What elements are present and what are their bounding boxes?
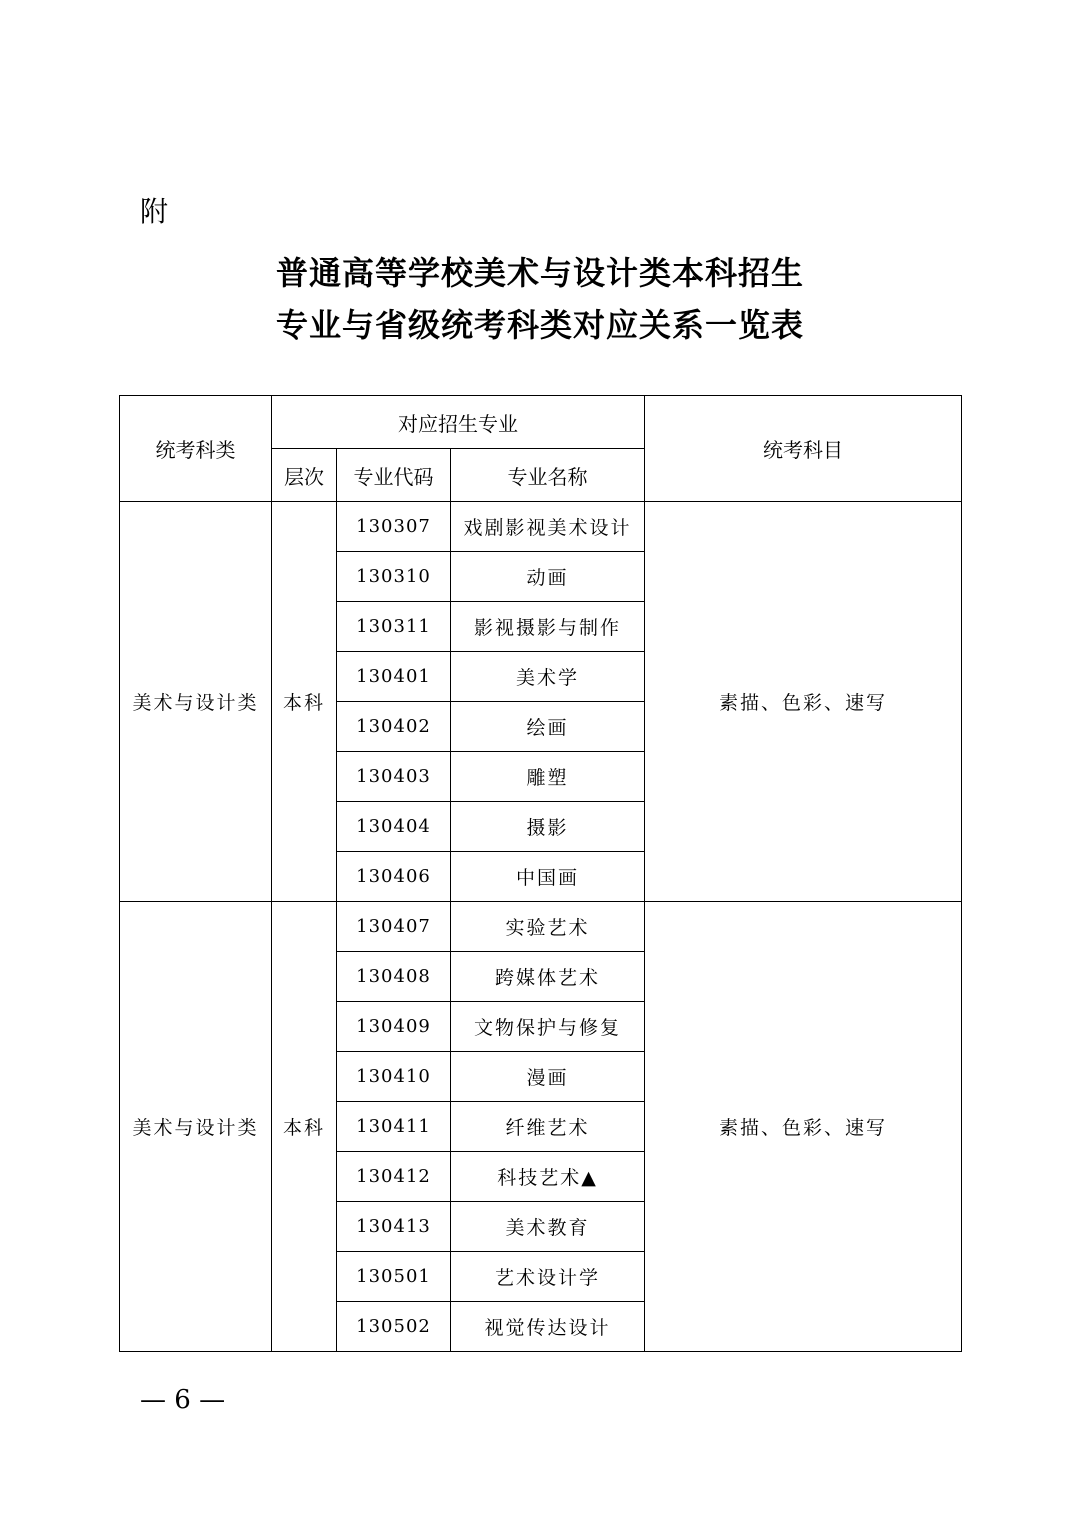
major-name-cell: 绘画 bbox=[451, 702, 645, 752]
subjects-cell: 素描、色彩、速写 bbox=[645, 502, 962, 902]
major-name-cell: 纤维艺术 bbox=[451, 1102, 645, 1152]
header-code: 专业代码 bbox=[337, 449, 451, 502]
major-name-cell: 中国画 bbox=[451, 852, 645, 902]
major-name-cell: 动画 bbox=[451, 552, 645, 602]
attachment-label: 附 bbox=[140, 195, 169, 228]
major-code-cell: 130403 bbox=[337, 752, 451, 802]
header-subjects: 统考科目 bbox=[645, 396, 962, 502]
major-name-cell: 摄影 bbox=[451, 802, 645, 852]
table-row bbox=[120, 902, 962, 952]
major-name-cell: 雕塑 bbox=[451, 752, 645, 802]
title-line-1: 普通高等学校美术与设计类本科招生 bbox=[275, 254, 804, 292]
major-name-cell: 美术学 bbox=[451, 652, 645, 702]
header-corresponding-majors: 对应招生专业 bbox=[272, 396, 645, 449]
major-code-cell: 130409 bbox=[337, 1002, 451, 1052]
major-code-cell: 130407 bbox=[337, 902, 451, 952]
major-name-cell: 艺术设计学 bbox=[451, 1252, 645, 1302]
title-line-2: 专业与省级统考科类对应关系一览表 bbox=[275, 306, 804, 344]
page-number: — 6 — bbox=[140, 1385, 226, 1415]
major-name-cell: 实验艺术 bbox=[451, 902, 645, 952]
header-level: 层次 bbox=[272, 449, 337, 502]
major-code-cell: 130411 bbox=[337, 1102, 451, 1152]
correspondence-table bbox=[119, 395, 962, 1352]
table-body bbox=[120, 502, 962, 1352]
level-cell: 本科 bbox=[272, 902, 337, 1352]
category-cell: 美术与设计类 bbox=[120, 902, 272, 1352]
table-row bbox=[120, 502, 962, 552]
major-code-cell: 130402 bbox=[337, 702, 451, 752]
major-name-cell: 科技艺术▲ bbox=[451, 1152, 645, 1202]
header-name: 专业名称 bbox=[451, 449, 645, 502]
major-name-cell: 戏剧影视美术设计 bbox=[451, 502, 645, 552]
category-cell: 美术与设计类 bbox=[120, 502, 272, 902]
major-code-cell: 130406 bbox=[337, 852, 451, 902]
subjects-cell: 素描、色彩、速写 bbox=[645, 902, 962, 1352]
major-code-cell: 130408 bbox=[337, 952, 451, 1002]
major-code-cell: 130310 bbox=[337, 552, 451, 602]
level-cell: 本科 bbox=[272, 502, 337, 902]
major-name-cell: 视觉传达设计 bbox=[451, 1302, 645, 1352]
major-name-cell: 影视摄影与制作 bbox=[451, 602, 645, 652]
major-code-cell: 130413 bbox=[337, 1202, 451, 1252]
header-category: 统考科类 bbox=[120, 396, 272, 502]
major-code-cell: 130502 bbox=[337, 1302, 451, 1352]
major-name-cell: 美术教育 bbox=[451, 1202, 645, 1252]
major-code-cell: 130501 bbox=[337, 1252, 451, 1302]
major-name-cell: 漫画 bbox=[451, 1052, 645, 1102]
major-code-cell: 130410 bbox=[337, 1052, 451, 1102]
major-code-cell: 130412 bbox=[337, 1152, 451, 1202]
major-code-cell: 130307 bbox=[337, 502, 451, 552]
major-code-cell: 130311 bbox=[337, 602, 451, 652]
major-code-cell: 130404 bbox=[337, 802, 451, 852]
major-name-cell: 跨媒体艺术 bbox=[451, 952, 645, 1002]
major-name-cell: 文物保护与修复 bbox=[451, 1002, 645, 1052]
major-code-cell: 130401 bbox=[337, 652, 451, 702]
